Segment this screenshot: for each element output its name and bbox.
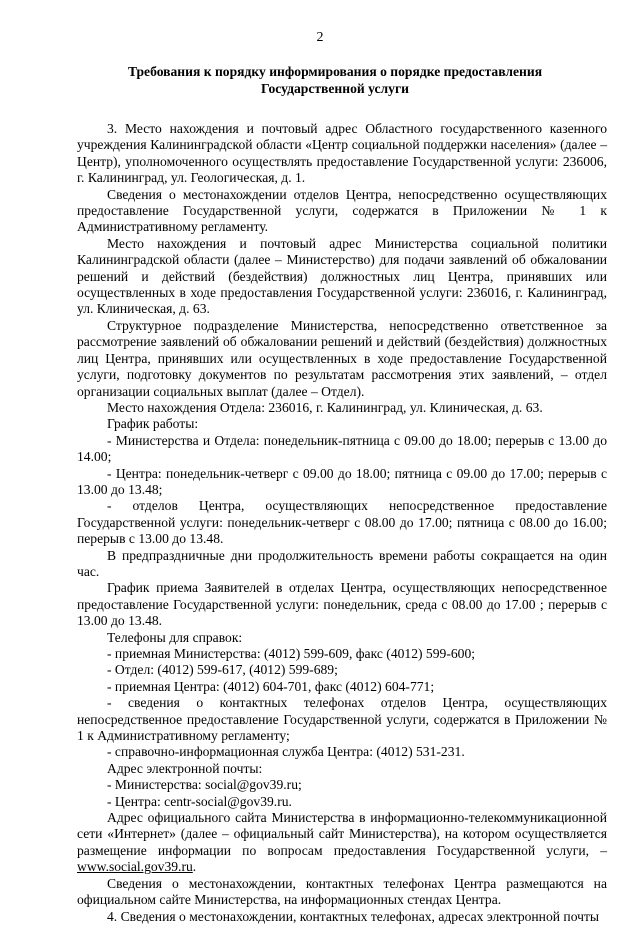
paragraph: - справочно-информационная служба Центра: (4012) 531-231.	[107, 744, 465, 760]
paragraph: Сведения о местонахождении, контактных телефонах Центра размещаются на официальном сайте Министерства, на информационных стендах Центра.	[77, 875, 607, 908]
page-number: 2	[316, 30, 324, 45]
paragraph: - отделов Центра, осуществляющих непосредственное предоставление Государственной услуги: понедельник-четверг с 08.00 до 17.00; пятница с 08.00 до 16.00; перерыв с 13.00 до 13.48.	[77, 498, 607, 547]
paragraph: 3. Место нахождения и почтовый адрес Областного государственного казенного учреждения Калининградской области «Центр социальной поддержки населения» (далее – Центр), уполномоченного осуществлять предоставление Государственной услуги: 236006, г. Калининград, ул. Геологическая, д. 1.	[77, 121, 607, 186]
paragraph: График приема Заявителей в отделах Центра, осуществляющих непосредственное предоставление Государственной услуги: понедельник, среда с 08.00 до 17.00 ; перерыв с 13.00 до 13.48.	[77, 580, 607, 629]
document-body	[77, 121, 607, 925]
paragraph-text: Адрес официального сайта Министерства в информационно-телекоммуникационной сети «Интернет» (далее – официальный сайт Министерства), на котором осуществляется размещение информации по вопросам предоставления Государственной услуги, –	[77, 810, 607, 858]
paragraph: Телефоны для справок:	[107, 629, 243, 645]
paragraph: Место нахождения Отдела: 236016, г. Калининград, ул. Клиническая, д. 63.	[107, 399, 543, 415]
paragraph: - приемная Министерства: (4012) 599-609, факс (4012) 599-600;	[107, 646, 476, 661]
paragraph-website	[77, 810, 607, 876]
paragraph: - Министерства и Отдела: понедельник-пятница с 09.00 до 18.00; перерыв с 13.00 до 14.00;	[77, 432, 607, 465]
paragraph: Адрес электронной почты:	[107, 760, 263, 776]
website-link[interactable]: www.social.gov39.ru	[77, 859, 193, 875]
paragraph: Сведения о местонахождении отделов Центра, непосредственно осуществляющих предоставление Государственной услуги, содержатся в Приложении № 1 к Административному регламенту.	[77, 186, 607, 235]
paragraph: 4. Сведения о местонахождении, контактных телефонах, адресах электронной почты	[107, 908, 600, 924]
section-title: Требования к порядку информирования о порядке предоставления Государственной услуги	[127, 64, 543, 96]
paragraph: График работы:	[107, 416, 199, 432]
paragraph: - Министерства: social@gov39.ru;	[107, 777, 302, 793]
paragraph: Место нахождения и почтовый адрес Министерства социальной политики Калининградской области (далее – Министерство) для подачи заявлений об обжаловании решений и действий (бездействия) должностных лиц Центра, принявших или осуществленных в ходе предоставления Государственной услуги: 236016, г. Калининград, ул. Клиническая, д. 63.	[77, 235, 607, 317]
paragraph: - Центра: centr-social@gov39.ru.	[107, 793, 292, 809]
website-suffix: .	[192, 859, 197, 875]
paragraph: В предпраздничные дни продолжительность времени работы сокращается на один час.	[77, 547, 607, 579]
paragraph: - Отдел: (4012) 599-617, (4012) 599-689;	[107, 662, 338, 678]
paragraph: - Центра: понедельник-четверг с 09.00 до 18.00; пятница с 09.00 до 17.00; перерыв с 13.00 до 13.48;	[77, 465, 607, 497]
paragraph: Структурное подразделение Министерства, непосредственно ответственное за рассмотрение заявлений об обжаловании решений и действий (бездействия) должностных лиц Центра, принявших или осуществленных в ходе предоставление Государственной услуги, подготовку документов по результатам рассмотрения этих заявлений, – отдел организации социальных выплат (далее – Отдел).	[77, 317, 607, 399]
paragraph: - сведения о контактных телефонах отделов Центра, осуществляющих непосредственное предоставление Государственной услуги, содержатся в Приложении № 1 к Административному регламенту;	[77, 695, 607, 744]
paragraph: - приемная Центра: (4012) 604-701, факс (4012) 604-771;	[107, 678, 435, 694]
